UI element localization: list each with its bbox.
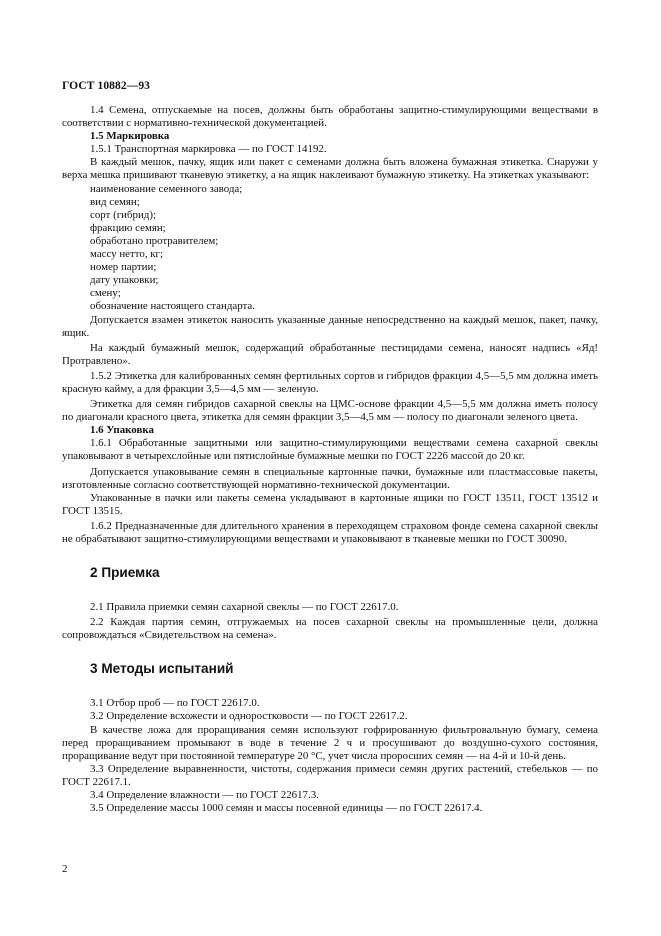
paragraph-2-1: 2.1 Правила приемки семян сахарной свеклы — по ГОСТ 22617.0. xyxy=(90,601,399,614)
list-item: массу нетто, кг; xyxy=(90,248,164,261)
paragraph-3-4: 3.4 Определение влажности — по ГОСТ 22617.3. xyxy=(90,789,319,802)
paragraph-1-4: 1.4 Семена, отпускаемые на посев, должны быть обработаны защитно-стимулирующими веществами в соответствии с нормативно-технической документацией. xyxy=(62,104,598,130)
paragraph-1-5-1: 1.5.1 Транспортная маркировка — по ГОСТ 14192. xyxy=(90,143,327,156)
paragraph-1-5-2: 1.5.2 Этикетка для калиброванных семян фертильных сортов и гибридов фракции 4,5—5,5 мм должна иметь красную кайму, а для фракции 3,5—4,5 мм — зеленую. xyxy=(62,369,598,395)
list-item: фракцию семян; xyxy=(90,221,166,234)
paragraph-3-2: 3.2 Определение всхожести и одноростковости — по ГОСТ 22617.2. xyxy=(90,710,408,723)
page-number: 2 xyxy=(62,863,68,875)
paragraph-label-alt: Допускается взамен этикеток наносить указанные данные непосредственно на каждый мешок, пакет, пачку, ящик. xyxy=(62,313,598,339)
subsection-heading-1-6: 1.6 Упаковка xyxy=(90,424,154,437)
list-item: наименование семенного завода; xyxy=(90,182,243,195)
subsection-heading-1-5: 1.5 Маркировка xyxy=(90,130,170,143)
list-item: обработано протравителем; xyxy=(90,234,219,247)
list-item: смену; xyxy=(90,287,121,300)
paragraph-boxes: Упакованные в пачки или пакеты семена укладывают в картонные ящики по ГОСТ 13511, ГОСТ 13512 и ГОСТ 13515. xyxy=(62,491,598,517)
list-item: вид семян; xyxy=(90,195,140,208)
section-heading-2: 2 Приемка xyxy=(90,565,160,581)
paragraph-packs: Допускается упаковывание семян в специальные картонные пачки, бумажные или пластмассовые пакеты, изготовленные согласно соответствующей нормативно-технической документации. xyxy=(62,465,598,491)
list-item: дату упаковки; xyxy=(90,274,159,287)
paragraph-label-intro: В каждый мешок, пачку, ящик или пакет с семенами должна быть вложена бумажная этикетка. Снаружи у верха мешка пришивают тканевую этикетку, а на ящик наклеивают бумажную этикетку. На этикетках указывают: xyxy=(62,156,598,182)
paragraph-cms-label: Этикетка для семян гибридов сахарной свеклы на ЦМС-основе фракции 4,5—5,5 мм должна иметь полосу по диагонали красного цвета, этикетка для семян фракции 3,5—4,5 мм — полосу по диагонали зеленого цвета. xyxy=(62,398,598,424)
paragraph-poison-label: На каждый бумажный мешок, содержащий обработанные пестицидами семена, наносят надпись «Яд! Протравлено». xyxy=(62,341,598,367)
paragraph-germination: В качестве ложа для проращивания семян используют гофрированную фильтровальную бумагу, семена перед проращиванием промывают в воде в течение 2 ч и просушивают до воздушно-сухого состояния, проращивание ведут при постоянной температуре 20 °С, учет числа проросших семян — на 4-й и 10-й день. xyxy=(62,723,598,762)
paragraph-1-6-1: 1.6.1 Обработанные защитными или защитно-стимулирующими веществами семена сахарной свеклы упаковывают в четырехслойные или пятислойные бумажные мешки по ГОСТ 2226 массой до 20 кг. xyxy=(62,437,598,463)
paragraph-3-5: 3.5 Определение массы 1000 семян и массы посевной единицы — по ГОСТ 22617.4. xyxy=(90,802,483,815)
document-body xyxy=(62,104,598,815)
list-item: номер партии; xyxy=(90,261,157,274)
list-item: сорт (гибрид); xyxy=(90,208,156,221)
paragraph-3-3: 3.3 Определение выравненности, чистоты, содержания примеси семян других растений, стебельков — по ГОСТ 22617.1. xyxy=(62,762,598,788)
document-header: ГОСТ 10882—93 xyxy=(62,80,151,92)
paragraph-2-2: 2.2 Каждая партия семян, отгружаемых на посев сахарной свеклы на промышленные цели, должна сопровождаться «Свидетельством на семена». xyxy=(62,616,598,642)
paragraph-1-6-2: 1.6.2 Предназначенные для длительного хранения в переходящем страховом фонде семена сахарной свеклы не обрабатывают защитно-стимулирующими веществами и упаковывают в тканевые мешки по ГОСТ 30090. xyxy=(62,519,598,545)
list-item: обозначение настоящего стандарта. xyxy=(90,300,255,313)
paragraph-3-1: 3.1 Отбор проб — по ГОСТ 22617.0. xyxy=(90,697,260,710)
section-heading-3: 3 Методы испытаний xyxy=(90,661,234,677)
